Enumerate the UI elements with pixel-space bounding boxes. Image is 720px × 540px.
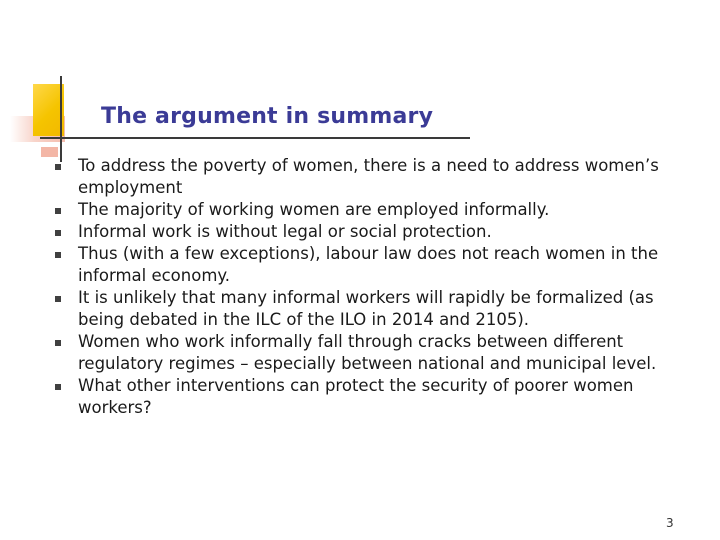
bullet-text: Informal work is without legal or social protection. [78,222,492,241]
bullet-text: Thus (with a few exceptions), labour law does not reach women in the informal economy. [78,244,659,285]
bullet-text: The majority of working women are employed informally. [78,200,550,219]
bullet-item [50,331,700,375]
bullet-item [50,243,700,287]
title-underline [40,137,470,139]
square-bullet-icon [55,230,61,236]
square-bullet-icon [55,208,61,214]
bullet-item [50,199,700,221]
bullet-text: What other interventions can protect the security of poorer women workers? [78,376,634,417]
decorative-vertical-line [60,76,62,162]
bullet-item [50,287,700,331]
square-bullet-icon [55,252,61,258]
bullet-text: It is unlikely that many informal workers will rapidly be formalized (as being debated in the ILC of the ILO in 2014 and 2105). [78,288,654,329]
bullet-text: To address the poverty of women, there is a need to address women’s employment [78,156,659,197]
page-number: 3 [666,516,674,530]
square-bullet-icon [55,384,61,390]
square-bullet-icon [55,340,61,346]
slide-title: The argument in summary [101,104,434,129]
bullet-item [50,221,700,243]
bullet-item [50,375,700,419]
bullet-item [50,155,700,199]
square-bullet-icon [55,164,61,170]
bullet-text: Women who work informally fall through cracks between different regulatory regimes – especially between national and municipal level. [78,332,657,373]
bullet-list [50,155,700,419]
square-bullet-icon [55,296,61,302]
